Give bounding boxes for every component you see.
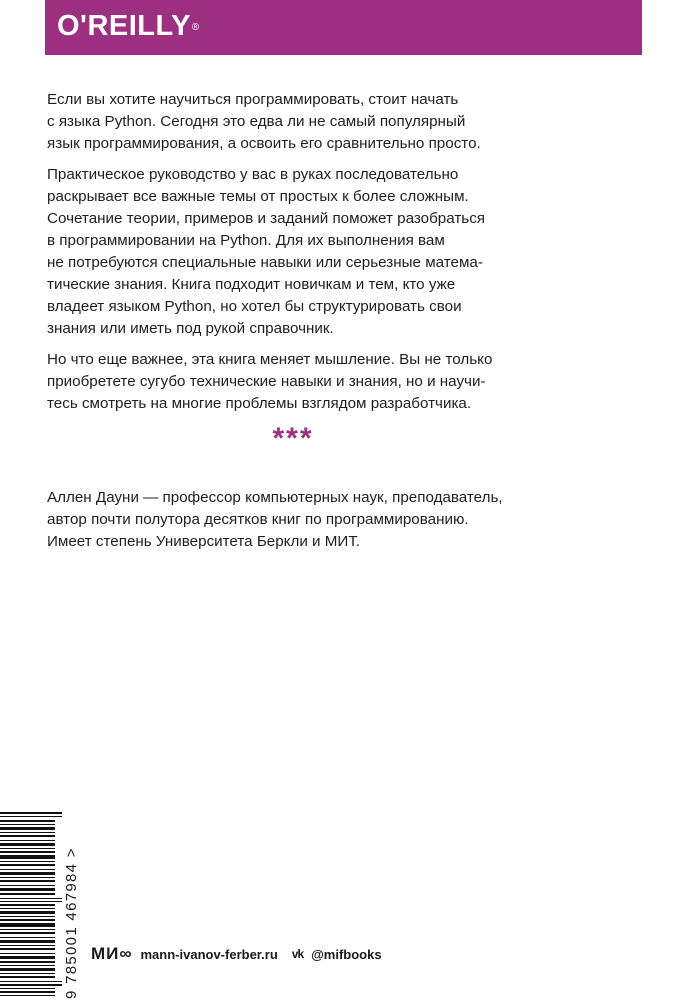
text-line: не потребуются специальные навыки или серьезные матема- bbox=[47, 254, 483, 271]
isbn-number bbox=[60, 829, 80, 1000]
oreilly-logo bbox=[57, 9, 200, 43]
section-separator: *** bbox=[272, 422, 314, 455]
text-line: Сочетание теории, примеров и заданий поможет разобраться bbox=[47, 210, 486, 227]
isbn-barcode bbox=[0, 812, 62, 1000]
publisher-name: O'REILLY bbox=[57, 10, 191, 42]
text-line: автор почти полутора десятков книг по программированию. bbox=[47, 511, 469, 528]
text-line: Имеет степень Университета Беркли и МИТ. bbox=[47, 533, 361, 550]
isbn-text: 9 785001 467984 > bbox=[63, 847, 80, 999]
text-line: владеет языком Python, но хотел бы структурировать свои bbox=[47, 298, 462, 315]
text-line: Если вы хотите научиться программировать, стоит начать bbox=[47, 91, 459, 108]
text-line: язык программирования, а освоить его сравнительно просто. bbox=[47, 135, 481, 152]
mif-logo: МИ∞ bbox=[91, 944, 133, 963]
publisher-website: mann-ivanov-ferber.ru bbox=[140, 946, 278, 962]
text-line: в программировании на Python. Для их выполнения вам bbox=[47, 232, 445, 249]
description-paragraph-3 bbox=[47, 349, 567, 415]
text-line: Аллен Дауни — профессор компьютерных наук, преподаватель, bbox=[47, 489, 503, 506]
text-line: раскрывает все важные темы от простых к более сложным. bbox=[47, 188, 469, 205]
text-line: Практическое руководство у вас в руках последовательно bbox=[47, 166, 459, 183]
text-line: Но что еще важнее, эта книга меняет мышление. Вы не только bbox=[47, 351, 493, 368]
publisher-footer bbox=[91, 942, 382, 966]
book-description bbox=[47, 89, 567, 424]
description-paragraph-2 bbox=[47, 164, 567, 340]
text-line: с языка Python. Сегодня это едва ли не самый популярный bbox=[47, 113, 466, 130]
vk-icon: vk bbox=[291, 947, 304, 961]
text-line: тесь смотреть на многие проблемы взглядом разработчика. bbox=[47, 395, 472, 412]
description-paragraph-1 bbox=[47, 89, 567, 155]
author-paragraph bbox=[47, 487, 567, 553]
author-bio bbox=[47, 487, 567, 562]
publisher-banner bbox=[45, 0, 642, 55]
social-handle: @mifbooks bbox=[311, 946, 382, 962]
text-line: тические знания. Книга подходит новичкам и тем, кто уже bbox=[47, 276, 456, 293]
text-line: приобретете сугубо технические навыки и знания, но и научи- bbox=[47, 373, 486, 390]
registered-mark: ® bbox=[191, 22, 200, 33]
text-line: знания или иметь под рукой справочник. bbox=[47, 320, 334, 337]
